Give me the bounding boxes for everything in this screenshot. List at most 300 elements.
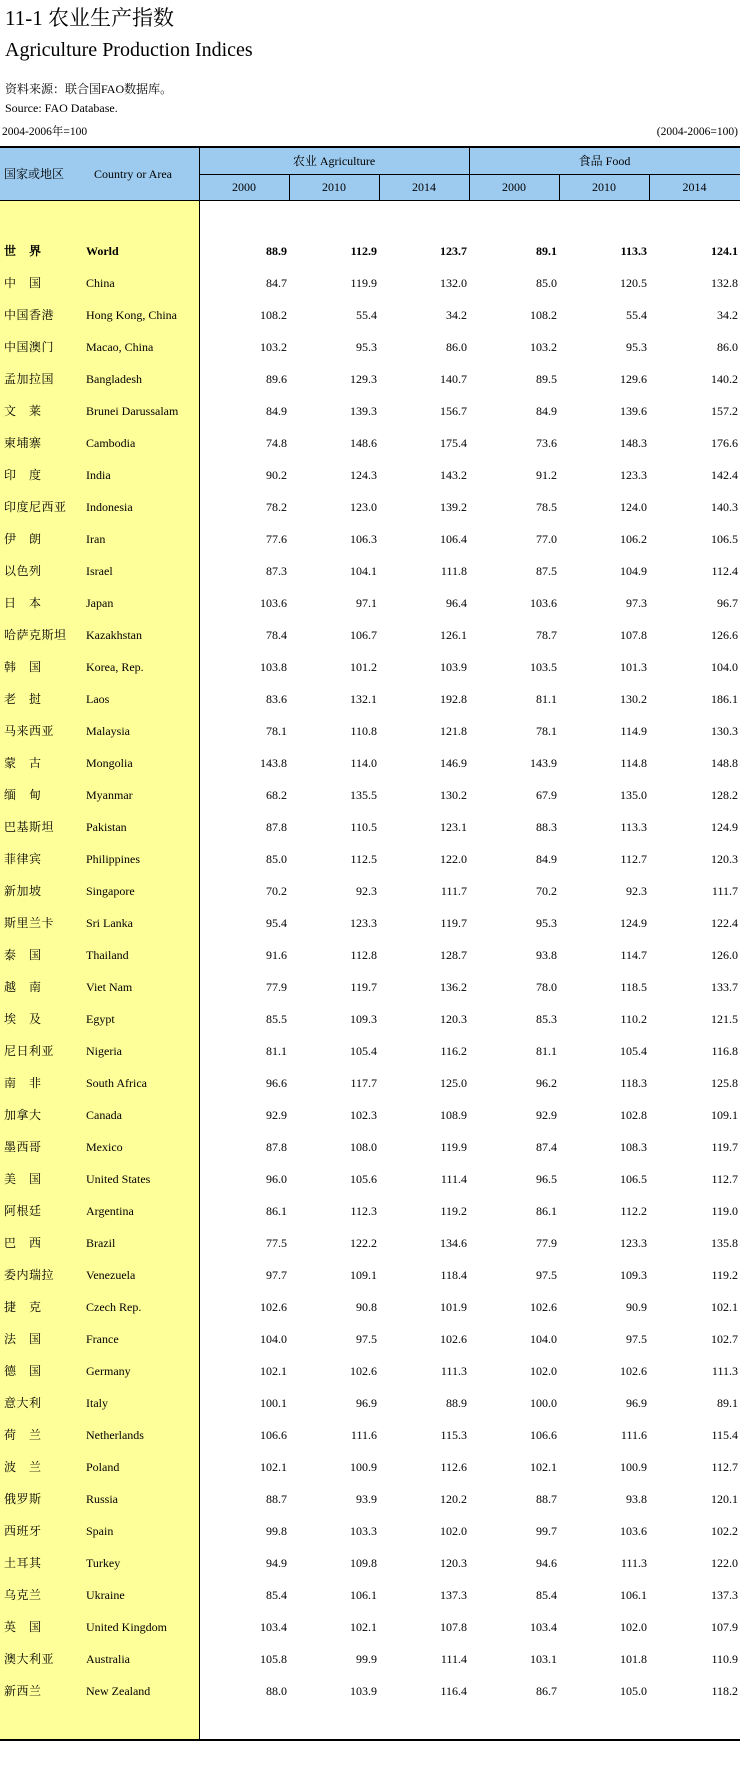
index-value: 70.2	[266, 884, 287, 898]
year-header: 2000	[232, 180, 256, 194]
country-name-cn: 柬埔寨	[4, 436, 42, 450]
country-name-en: Korea, Rep.	[86, 660, 144, 674]
index-value: 108.9	[440, 1108, 467, 1122]
table-row	[0, 427, 740, 459]
table-row	[0, 523, 740, 555]
index-value: 143.2	[440, 468, 467, 482]
country-name-cn: 巴基斯坦	[4, 820, 55, 834]
country-name-en: Nigeria	[86, 1044, 122, 1058]
index-value: 123.1	[440, 820, 467, 834]
index-value: 125.0	[440, 1076, 467, 1090]
country-name-cn: 韩 国	[4, 660, 42, 674]
base-period-en: (2004-2006=100)	[656, 126, 738, 138]
index-value: 119.9	[350, 276, 377, 290]
country-name-en: Czech Rep.	[86, 1300, 142, 1314]
index-value: 105.8	[260, 1652, 287, 1666]
index-value: 104.9	[620, 564, 647, 578]
table-row	[0, 651, 740, 683]
index-value: 88.7	[536, 1492, 557, 1506]
country-name-cn: 蒙 古	[4, 756, 42, 770]
index-value: 89.6	[266, 372, 287, 386]
year-header: 2014	[682, 180, 707, 194]
index-value: 95.3	[356, 340, 377, 354]
index-value: 142.4	[711, 468, 738, 482]
table-row	[0, 715, 740, 747]
table-row	[0, 235, 740, 267]
index-value: 137.3	[711, 1588, 738, 1602]
index-value: 96.4	[446, 596, 467, 610]
index-value: 122.2	[350, 1236, 377, 1250]
country-name-cn: 南 非	[4, 1076, 42, 1090]
table-row	[0, 1643, 740, 1675]
index-value: 78.2	[266, 500, 287, 514]
table-row	[0, 1515, 740, 1547]
index-value: 124.0	[620, 500, 647, 514]
country-name-cn: 泰 国	[4, 948, 42, 962]
index-value: 113.3	[620, 244, 647, 258]
index-value: 123.3	[620, 1236, 647, 1250]
index-value: 143.8	[260, 756, 287, 770]
country-name-en: United States	[86, 1172, 151, 1186]
column-divider	[379, 175, 380, 201]
index-value: 94.9	[266, 1556, 287, 1570]
country-name-cn: 以色列	[4, 564, 42, 578]
index-value: 102.1	[530, 1460, 557, 1474]
index-value: 112.6	[440, 1460, 467, 1474]
country-name-en: Singapore	[86, 884, 135, 898]
index-value: 102.6	[620, 1364, 647, 1378]
index-value: 139.6	[620, 404, 647, 418]
index-value: 121.5	[711, 1012, 738, 1026]
index-value: 81.1	[266, 1044, 287, 1058]
index-value: 84.9	[266, 404, 287, 418]
index-value: 86.1	[536, 1204, 557, 1218]
index-value: 91.6	[266, 948, 287, 962]
country-name-cn: 斯里兰卡	[4, 916, 55, 930]
index-value: 119.2	[440, 1204, 467, 1218]
index-value: 107.8	[620, 628, 647, 642]
index-value: 108.2	[530, 308, 557, 322]
index-value: 111.3	[620, 1556, 647, 1570]
country-name-cn: 西班牙	[4, 1524, 42, 1538]
index-value: 175.4	[440, 436, 467, 450]
country-name-en: Australia	[86, 1652, 130, 1666]
country-name-cn: 哈萨克斯坦	[4, 628, 67, 642]
index-value: 122.0	[440, 852, 467, 866]
index-value: 118.4	[440, 1268, 467, 1282]
country-name-cn: 美 国	[4, 1172, 42, 1186]
index-value: 134.6	[440, 1236, 467, 1250]
index-value: 103.5	[530, 660, 557, 674]
index-value: 78.7	[536, 628, 557, 642]
country-name-en: United Kingdom	[86, 1620, 167, 1634]
table-row	[0, 1035, 740, 1067]
index-value: 106.5	[620, 1172, 647, 1186]
index-value: 92.3	[626, 884, 647, 898]
country-name-cn: 法 国	[4, 1332, 42, 1346]
index-value: 85.3	[536, 1012, 557, 1026]
country-name-cn: 新加坡	[4, 884, 42, 898]
country-name-cn: 澳大利亚	[4, 1652, 55, 1666]
index-value: 139.3	[350, 404, 377, 418]
index-value: 104.0	[530, 1332, 557, 1346]
country-name-en: Brunei Darussalam	[86, 404, 179, 418]
index-value: 102.1	[711, 1300, 738, 1314]
index-value: 99.7	[536, 1524, 557, 1538]
index-value: 96.0	[266, 1172, 287, 1186]
country-name-cn: 新西兰	[4, 1684, 42, 1698]
index-value: 95.3	[626, 340, 647, 354]
table-row	[0, 939, 740, 971]
index-value: 114.8	[620, 756, 647, 770]
index-value: 102.7	[711, 1332, 738, 1346]
index-value: 130.2	[620, 692, 647, 706]
index-value: 116.2	[440, 1044, 467, 1058]
index-value: 103.9	[350, 1684, 377, 1698]
index-value: 68.2	[266, 788, 287, 802]
country-name-cn: 意大利	[4, 1396, 42, 1410]
indices-table	[0, 146, 740, 1741]
country-name-en: Spain	[86, 1524, 114, 1538]
index-value: 103.4	[260, 1620, 287, 1634]
index-value: 77.9	[536, 1236, 557, 1250]
index-value: 55.4	[356, 308, 377, 322]
country-name-cn: 印度尼西亚	[4, 500, 67, 514]
index-value: 88.9	[266, 244, 287, 258]
index-value: 74.8	[266, 436, 287, 450]
country-name-cn: 菲律宾	[4, 852, 42, 866]
index-value: 96.9	[356, 1396, 377, 1410]
index-value: 103.1	[530, 1652, 557, 1666]
index-value: 120.3	[440, 1556, 467, 1570]
index-value: 111.4	[440, 1172, 467, 1186]
index-value: 78.4	[266, 628, 287, 642]
source-note-en: Source: FAO Database.	[5, 101, 118, 115]
year-header: 2010	[322, 180, 346, 194]
index-value: 135.0	[620, 788, 647, 802]
index-value: 106.6	[260, 1428, 287, 1442]
index-value: 94.6	[536, 1556, 557, 1570]
table-row	[0, 1451, 740, 1483]
index-value: 108.2	[260, 308, 287, 322]
country-name-cn: 波 兰	[4, 1460, 42, 1474]
index-value: 103.3	[350, 1524, 377, 1538]
table-row	[0, 1675, 740, 1707]
index-value: 90.2	[266, 468, 287, 482]
index-value: 105.4	[620, 1044, 647, 1058]
index-value: 129.6	[620, 372, 647, 386]
index-value: 92.9	[536, 1108, 557, 1122]
index-value: 81.1	[536, 1044, 557, 1058]
index-value: 110.8	[350, 724, 377, 738]
table-row	[0, 299, 740, 331]
table-row	[0, 1067, 740, 1099]
index-value: 120.3	[711, 852, 738, 866]
table-row	[0, 1611, 740, 1643]
country-name-en: Venezuela	[86, 1268, 136, 1282]
index-value: 111.4	[440, 1652, 467, 1666]
index-value: 107.9	[711, 1620, 738, 1634]
index-value: 110.5	[350, 820, 377, 834]
index-value: 97.3	[626, 596, 647, 610]
country-name-en: Ukraine	[86, 1588, 125, 1602]
country-name-en: South Africa	[86, 1076, 147, 1090]
table-row	[0, 779, 740, 811]
index-value: 126.6	[711, 628, 738, 642]
index-value: 85.4	[536, 1588, 557, 1602]
country-name-en: Malaysia	[86, 724, 130, 738]
index-value: 111.6	[620, 1428, 647, 1442]
index-value: 126.0	[711, 948, 738, 962]
index-value: 122.0	[711, 1556, 738, 1570]
index-value: 92.9	[266, 1108, 287, 1122]
group-divider	[469, 148, 470, 201]
index-value: 140.2	[711, 372, 738, 386]
country-name-en: Egypt	[86, 1012, 115, 1026]
country-name-en: China	[86, 276, 115, 290]
country-name-en: World	[86, 244, 119, 258]
stub-header-cn: 国家或地区	[4, 167, 65, 181]
index-value: 102.6	[350, 1364, 377, 1378]
index-value: 120.1	[711, 1492, 738, 1506]
index-value: 96.2	[536, 1076, 557, 1090]
country-name-cn: 中国香港	[4, 308, 55, 322]
index-value: 148.6	[350, 436, 377, 450]
index-value: 111.7	[440, 884, 467, 898]
index-value: 112.7	[620, 852, 647, 866]
country-name-en: Hong Kong, China	[86, 308, 177, 322]
index-value: 84.9	[536, 852, 557, 866]
table-row	[0, 843, 740, 875]
index-value: 132.8	[711, 276, 738, 290]
index-value: 99.8	[266, 1524, 287, 1538]
index-value: 111.3	[711, 1364, 738, 1378]
table-row	[0, 555, 740, 587]
index-value: 106.4	[440, 532, 467, 546]
country-name-en: Netherlands	[86, 1428, 144, 1442]
index-value: 112.7	[711, 1460, 738, 1474]
index-value: 102.1	[260, 1364, 287, 1378]
table-row	[0, 683, 740, 715]
country-name-en: Cambodia	[86, 436, 136, 450]
index-value: 119.0	[711, 1204, 738, 1218]
index-value: 135.8	[711, 1236, 738, 1250]
index-value: 113.3	[620, 820, 647, 834]
index-value: 34.2	[717, 308, 738, 322]
index-value: 106.1	[620, 1588, 647, 1602]
index-value: 102.6	[260, 1300, 287, 1314]
country-name-cn: 印 度	[4, 468, 42, 482]
table-row	[0, 1163, 740, 1195]
table-row	[0, 619, 740, 651]
table-row	[0, 459, 740, 491]
index-value: 95.4	[266, 916, 287, 930]
index-value: 123.7	[440, 244, 467, 258]
table-row	[0, 1099, 740, 1131]
index-value: 115.3	[440, 1428, 467, 1442]
index-value: 156.7	[440, 404, 467, 418]
index-value: 34.2	[446, 308, 467, 322]
table-row	[0, 875, 740, 907]
country-name-en: Japan	[86, 596, 114, 610]
index-value: 87.8	[266, 820, 287, 834]
country-name-en: Laos	[86, 692, 110, 706]
index-value: 93.8	[536, 948, 557, 962]
index-value: 91.2	[536, 468, 557, 482]
country-name-en: Brazil	[86, 1236, 116, 1250]
index-value: 90.8	[356, 1300, 377, 1314]
index-value: 109.3	[350, 1012, 377, 1026]
index-value: 109.8	[350, 1556, 377, 1570]
index-value: 124.9	[620, 916, 647, 930]
index-value: 106.7	[350, 628, 377, 642]
country-name-en: Poland	[86, 1460, 120, 1474]
country-name-en: Philippines	[86, 852, 141, 866]
index-value: 140.7	[440, 372, 467, 386]
index-value: 124.1	[711, 244, 738, 258]
index-value: 83.6	[266, 692, 287, 706]
index-value: 136.2	[440, 980, 467, 994]
index-value: 101.3	[620, 660, 647, 674]
index-value: 110.2	[620, 1012, 647, 1026]
group-header-food: 食品 Food	[578, 154, 631, 168]
index-value: 87.5	[536, 564, 557, 578]
index-value: 148.3	[620, 436, 647, 450]
index-value: 77.9	[266, 980, 287, 994]
index-value: 78.1	[266, 724, 287, 738]
index-value: 102.0	[440, 1524, 467, 1538]
table-row	[0, 267, 740, 299]
country-name-en: Mongolia	[86, 756, 133, 770]
country-name-cn: 埃 及	[4, 1012, 42, 1026]
country-name-cn: 捷 克	[4, 1300, 42, 1314]
index-value: 176.6	[711, 436, 738, 450]
index-value: 88.0	[266, 1684, 287, 1698]
index-value: 101.9	[440, 1300, 467, 1314]
index-value: 118.3	[620, 1076, 647, 1090]
index-value: 89.1	[717, 1396, 738, 1410]
country-name-cn: 老 挝	[4, 692, 42, 706]
index-value: 130.3	[711, 724, 738, 738]
index-value: 89.1	[536, 244, 557, 258]
index-value: 120.5	[620, 276, 647, 290]
country-name-cn: 土耳其	[4, 1556, 42, 1570]
table-row	[0, 1579, 740, 1611]
table-row	[0, 1483, 740, 1515]
index-value: 70.2	[536, 884, 557, 898]
index-value: 123.0	[350, 500, 377, 514]
index-value: 111.6	[350, 1428, 377, 1442]
country-name-cn: 墨西哥	[4, 1140, 42, 1154]
index-value: 105.6	[350, 1172, 377, 1186]
index-value: 78.0	[536, 980, 557, 994]
table-row	[0, 1195, 740, 1227]
index-value: 103.6	[260, 596, 287, 610]
index-value: 106.6	[530, 1428, 557, 1442]
country-name-en: Iran	[86, 532, 106, 546]
country-name-en: Germany	[86, 1364, 131, 1378]
index-value: 112.7	[711, 1172, 738, 1186]
page-subtitle: Agriculture Production Indices	[5, 39, 253, 61]
index-value: 124.3	[350, 468, 377, 482]
table-header	[0, 148, 740, 201]
index-value: 88.3	[536, 820, 557, 834]
table-row	[0, 1387, 740, 1419]
table-row	[0, 1291, 740, 1323]
index-value: 119.9	[440, 1140, 467, 1154]
page-title: 11-1 农业生产指数	[5, 6, 174, 30]
index-value: 77.5	[266, 1236, 287, 1250]
index-value: 85.0	[266, 852, 287, 866]
index-value: 119.7	[350, 980, 377, 994]
index-value: 135.5	[350, 788, 377, 802]
index-value: 109.3	[620, 1268, 647, 1282]
country-name-en: Bangladesh	[86, 372, 142, 386]
country-name-en: India	[86, 468, 111, 482]
country-name-cn: 中 国	[4, 276, 42, 290]
index-value: 114.0	[350, 756, 377, 770]
country-name-cn: 委内瑞拉	[4, 1268, 55, 1282]
index-value: 121.8	[440, 724, 467, 738]
index-value: 103.2	[530, 340, 557, 354]
index-value: 116.8	[711, 1044, 738, 1058]
country-name-cn: 尼日利亚	[4, 1044, 55, 1058]
index-value: 87.4	[536, 1140, 557, 1154]
country-name-en: Kazakhstan	[86, 628, 142, 642]
index-value: 107.8	[440, 1620, 467, 1634]
index-value: 102.0	[530, 1364, 557, 1378]
country-name-en: Indonesia	[86, 500, 133, 514]
index-value: 112.2	[620, 1204, 647, 1218]
table-row	[0, 491, 740, 523]
table-row	[0, 331, 740, 363]
table-row	[0, 1131, 740, 1163]
country-name-cn: 德 国	[4, 1364, 42, 1378]
index-value: 73.6	[536, 436, 557, 450]
index-value: 88.9	[446, 1396, 467, 1410]
index-value: 84.7	[266, 276, 287, 290]
index-value: 109.1	[350, 1268, 377, 1282]
index-value: 96.9	[626, 1396, 647, 1410]
index-value: 102.1	[350, 1620, 377, 1634]
index-value: 148.8	[711, 756, 738, 770]
index-value: 86.1	[266, 1204, 287, 1218]
index-value: 128.7	[440, 948, 467, 962]
country-name-cn: 世 界	[4, 244, 42, 258]
table-row	[0, 1227, 740, 1259]
index-value: 128.2	[711, 788, 738, 802]
country-name-cn: 荷 兰	[4, 1428, 42, 1442]
index-value: 89.5	[536, 372, 557, 386]
index-value: 122.4	[711, 916, 738, 930]
index-value: 109.1	[711, 1108, 738, 1122]
index-value: 84.9	[536, 404, 557, 418]
table-row	[0, 1259, 740, 1291]
index-value: 92.3	[356, 884, 377, 898]
country-name-en: Viet Nam	[86, 980, 133, 994]
index-value: 106.5	[711, 532, 738, 546]
index-value: 120.2	[440, 1492, 467, 1506]
table-row	[0, 1323, 740, 1355]
index-value: 186.1	[711, 692, 738, 706]
country-name-cn: 中国澳门	[4, 340, 55, 354]
index-value: 102.8	[620, 1108, 647, 1122]
index-value: 139.2	[440, 500, 467, 514]
index-value: 77.0	[536, 532, 557, 546]
index-value: 133.7	[711, 980, 738, 994]
index-value: 100.9	[620, 1460, 647, 1474]
column-divider	[559, 175, 560, 201]
